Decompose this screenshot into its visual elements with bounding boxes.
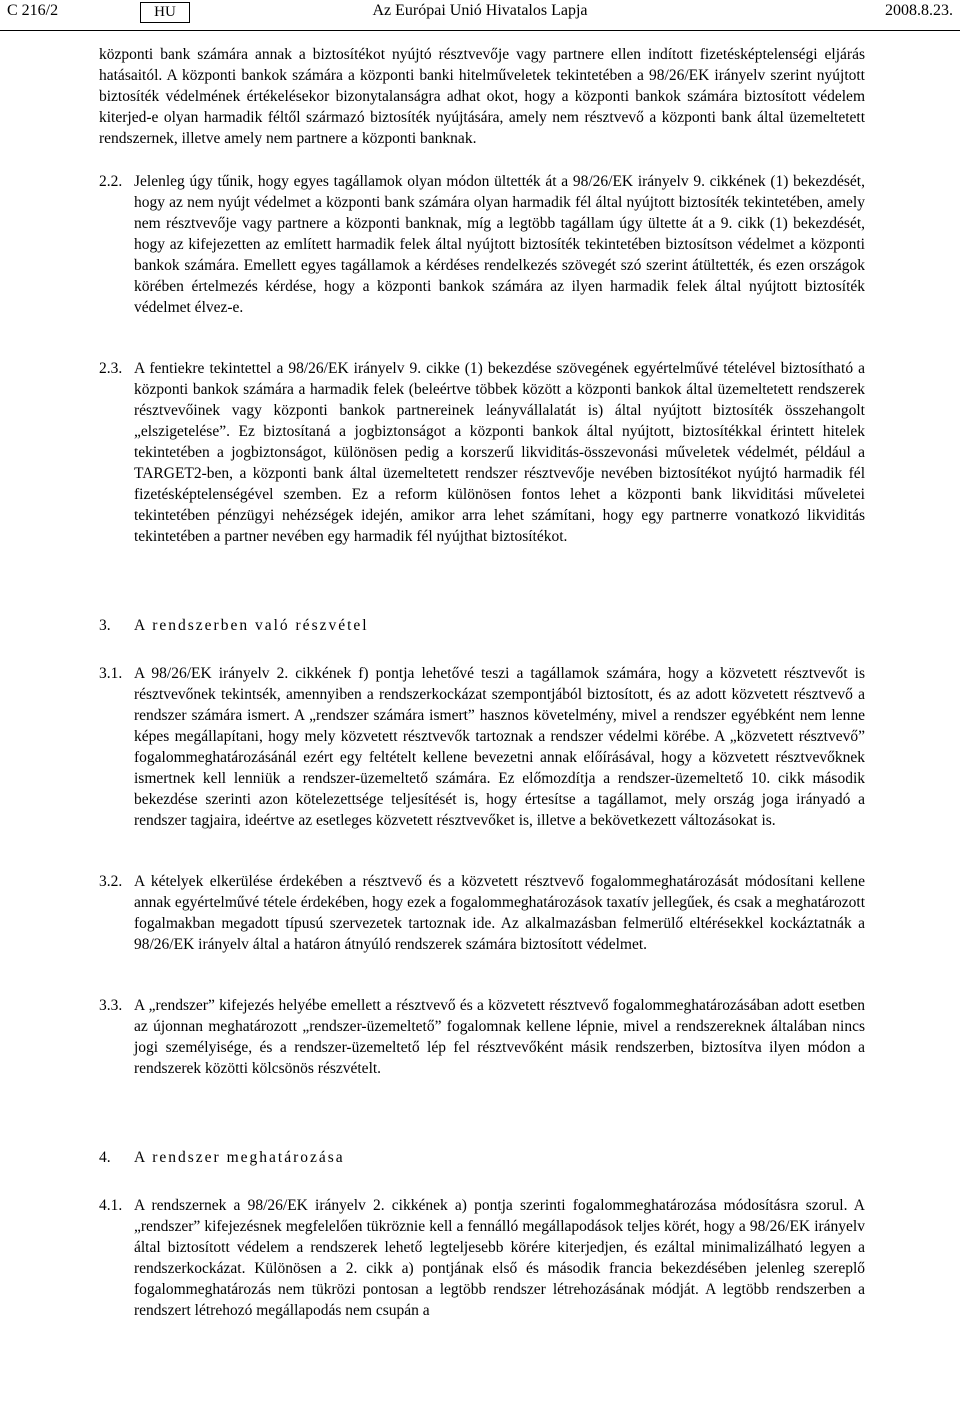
section-3-1	[99, 663, 865, 831]
section-text: A fentiekre tekintettel a 98/26/EK irányelv 9. cikke (1) bekezdése szövegének egyértelművé tételével biztosítható a központi bankok számára a harmadik felek (beleértve többek között a központi bankok által üzemeltetett rendszerek résztvevőinek vagy központi bankok partnereinek leányvállalatát is) által nyújtott biztosíték összehangolt „elszigetelése”. Ez biztosítaná a jogbiztonságot a központi bankok által nyújtott, biztosítékkal érintett hitelek tekintetében a jogbiztonságot, különösen pedig a korszerű likviditás-összevonási műveletek védelmét, például a TARGET2-ben, a központi bank által üzemeltetett rendszer résztvevője nevében biztosítékot nyújtó harmadik fél fizetésképtelenségével szemben. Ez a reform különösen fontos lehet a központi bank likviditási műveletei tekintetében pénzügyi nehézségek idején, amikor arra lehet számítani, hogy egy partnerre vonatkozó likviditás tekintetében a partner nevében egy harmadik fél nyújthat biztosítékot.	[134, 360, 865, 545]
section-number: 2.3.	[99, 360, 123, 377]
header-rule	[0, 30, 960, 31]
section-2-2	[99, 171, 865, 318]
section-text: A rendszernek a 98/26/EK irányelv 2. cikkének a) pontja szerinti fogalommeghatározása módosításra szorul. A „rendszer” kifejezésnek megfelelően tükröznie kell a fennálló megállapodások teljes körét, hogy a 98/26/EK irányelv által biztosított védelem a rendszerek lehető legteljesebb körére kiterjedjen, és ezáltal minimalizálható legyen a rendszerkockázat. Különösen a 2. cikk a) pontjának első és második francia bekezdésében jelenleg szereplő fogalommeghatározás nem tükrözi pontosan a legtöbb rendszer létrehozásának módját. A legtöbb rendszerben a rendszert létrehozó megállapodás nem csupán a	[134, 1197, 865, 1319]
page-reference: C 216/2	[7, 2, 59, 19]
heading-3	[99, 615, 865, 636]
section-number: 3.3.	[99, 997, 123, 1014]
document-body	[99, 40, 865, 1321]
publication-date: 2008.8.23.	[885, 2, 953, 19]
section-3-3	[99, 995, 865, 1079]
heading-4	[99, 1147, 865, 1168]
heading-title: A rendszerben való részvétel	[134, 617, 369, 634]
section-text: Jelenleg úgy tűnik, hogy egyes tagállamok olyan módon ültették át a 98/26/EK irányelv 9. cikkének (1) bekezdését, hogy az nem nyújt védelmet a központi bank számára olyan harmadik fél által nyújtott biztosíték tekintetében, amely nem résztvevője vagy partnere a központi banknak, míg a legtöbb tagállam úgy ültette át a 9. cikk (1) bekezdését, hogy az kifejezetten az említett harmadik felek által nyújtott biztosíték tekintetében biztosítson védelmet a központi bankok számára. Emellett egyes tagállamok a kérdéses rendelkezés szövegét szó szerint átültették, és ezen országok körében értelmezés kérdése, hogy a központi bankok számára az ilyen harmadik felek által nyújtott biztosíték védelmet élvez-e.	[134, 173, 865, 316]
intro-paragraph: központi bank számára annak a biztosítékot nyújtó résztvevője vagy partnere ellen indított fizetésképtelenségi eljárás hatásaitól. A központi bankok számára a központi banki hitelműveletek tekintetében a 98/26/EK irányelv szerint nyújtott biztosíték védelmének értékelésekor bizonytalanságra adhat okot, hogy a központi bankok számára biztosított védelem kiterjed-e olyan harmadik féltől származó biztosíték nyújtására, amely nem résztvevő a központi bank által üzemeltetett rendszernek, illetve amely nem partnere a központi banknak.	[99, 46, 865, 147]
heading-number: 4.	[99, 1149, 111, 1166]
section-text: A 98/26/EK irányelv 2. cikkének f) pontja lehetővé teszi a tagállamok számára, hogy a közvetett résztvevőt is résztvevőnek tekintsék, amennyiben a rendszerkockázat szempontjából biztosított, és az adott közvetett résztvevő a rendszer számára ismert. A „rendszer számára ismert” hasznos követelmény, mivel a rendszer egyébként nem lenne képes megállapítani, hogy mely közvetett résztvevők tartoznak a rendszer védelmi körébe. A „közvetett résztvevő” fogalommeghatározásánál ezért egy feltételt kellene bevezetni annak előírásával, hogy a közvetett résztvevőknek ismertnek kell lenniük a rendszer-üzemeltető számára. Ez előmozdítja a rendszer-üzemeltető 10. cikk második bekezdése szerinti azon kötelezettsége teljesítését is, hogy értesítse a tagállamot, mely ország joga irányadó a rendszer tagjaira, ideértve az esetleges közvetett résztvevőket is, illetve a bekövetkezett változásokat is.	[134, 665, 865, 829]
heading-number: 3.	[99, 617, 111, 634]
section-3-2	[99, 871, 865, 955]
heading-title: A rendszer meghatározása	[134, 1149, 345, 1166]
journal-title: Az Európai Unió Hivatalos Lapja	[372, 2, 588, 19]
section-2-3	[99, 358, 865, 547]
section-4-1	[99, 1195, 865, 1321]
section-number: 3.1.	[99, 665, 123, 682]
section-number: 3.2.	[99, 873, 123, 890]
section-number: 4.1.	[99, 1197, 123, 1214]
page-header	[7, 2, 953, 26]
section-text: A kételyek elkerülése érdekében a résztvevő és a közvetett résztvevő fogalommeghatározását módosítani kellene annak egyértelművé tétele érdekében, hogy ezek a fogalommeghatározások taxatív jellegűek, és csak a meghatározott fogalmakban megadott típusú szervezetek tartoznak ide. Az alkalmazásban felmerülő eltérésekkel kockáztatnák a 98/26/EK irányelv által a határon átnyúló rendszerek számára biztosított védelmet.	[134, 873, 865, 953]
language-badge: HU	[140, 2, 190, 23]
section-number: 2.2.	[99, 173, 123, 190]
section-text: A „rendszer” kifejezés helyébe emellett a résztvevő és a közvetett résztvevő fogalommeghatározásában adott esetben az újonnan meghatározott „rendszer-üzemeltető” fogalomnak kellene lépnie, mivel a rendszereknek általában nincs jogi személyisége, és a rendszer-üzemeltető lép fel résztvevőként másik rendszerben, biztosítva ilyen módon a rendszerek közötti kölcsönös részvételt.	[134, 997, 865, 1077]
